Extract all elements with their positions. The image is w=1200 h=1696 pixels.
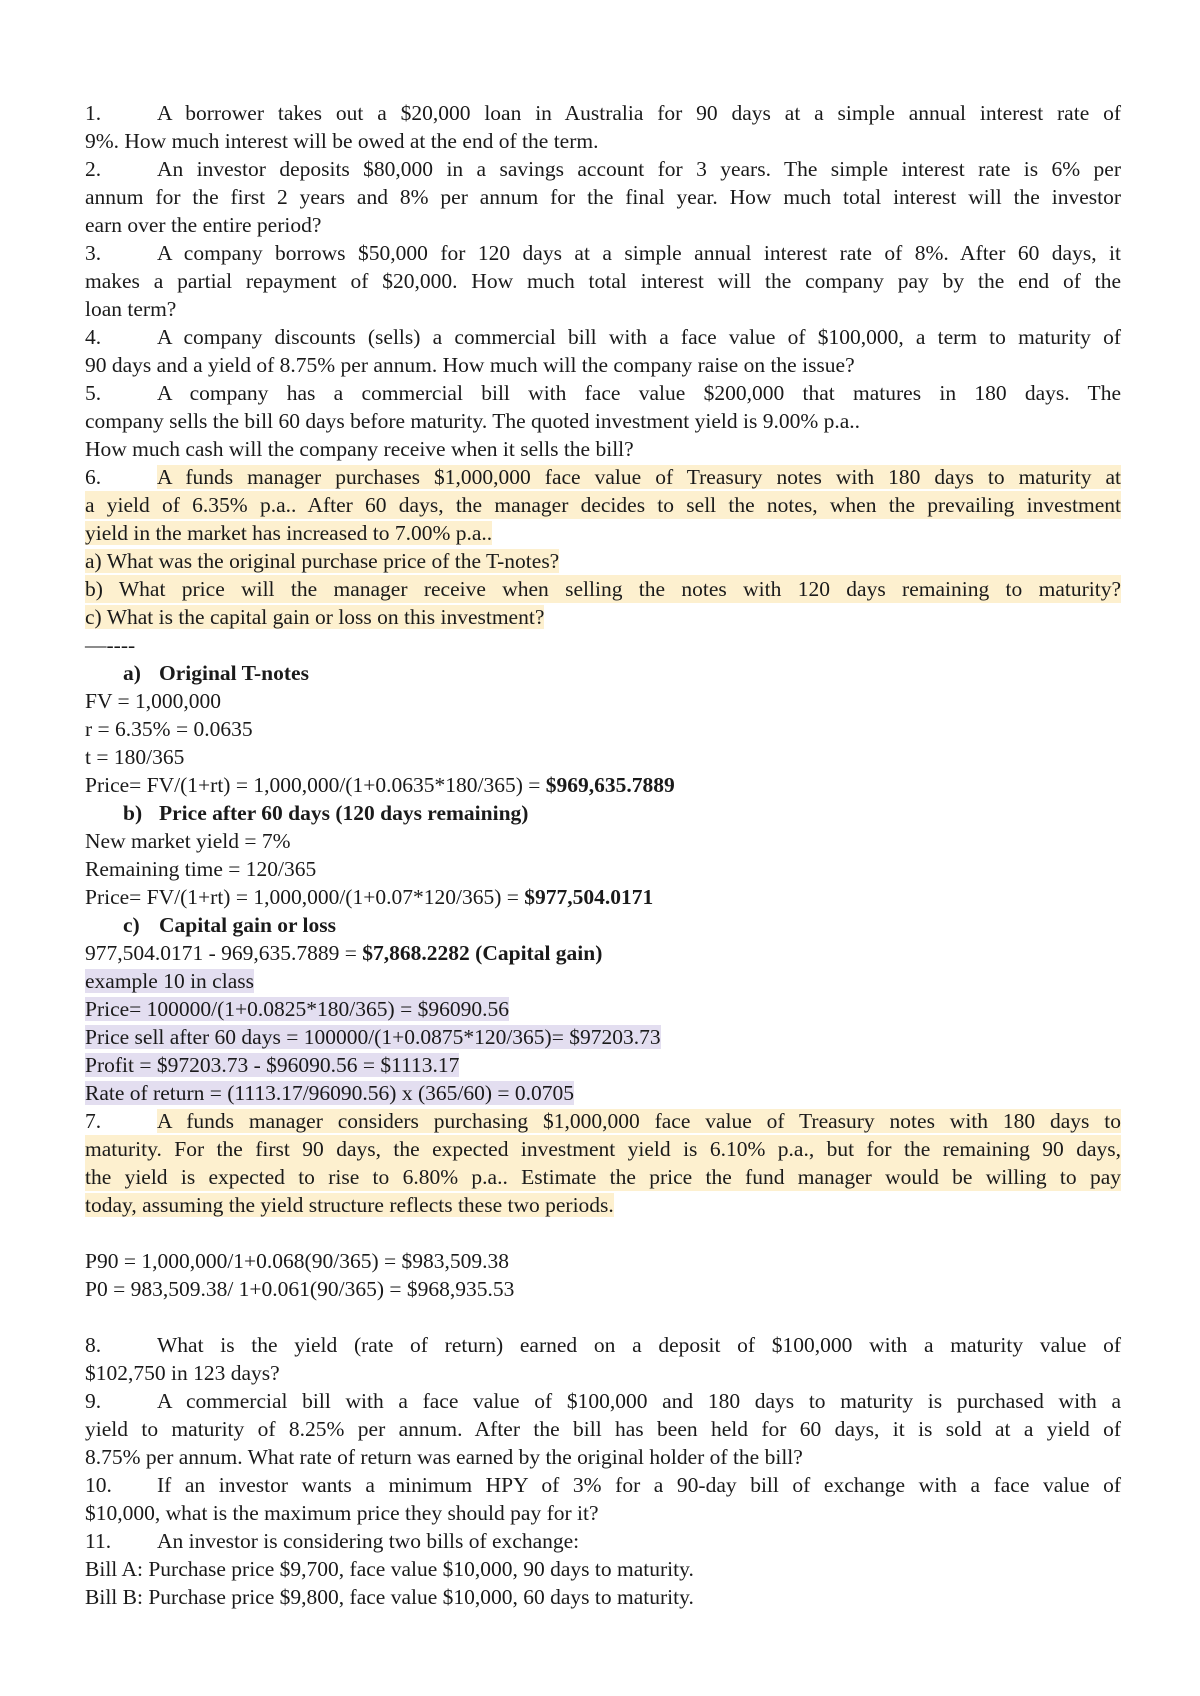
solution-yield: New market yield = 7% (85, 829, 291, 853)
solution-time: t = 180/365 (85, 745, 185, 769)
q5-line-3: How much cash will the company receive when it sells the bill? (85, 437, 634, 461)
q1-line-1: 1. A borrower takes out a $20,000 loan in Australia for 90 days at a simple annual interest rate of (85, 101, 1121, 125)
q10-line-2: $10,000, what is the maximum price they should pay for it? (85, 1501, 599, 1525)
solution-price-a: Price= FV/(1+rt) = 1,000,000/(1+0.0635*180/365) = $969,635.7889 (85, 773, 675, 797)
q11-number: 11. (85, 1529, 112, 1553)
q7-line-1: 7. A funds manager considers purchasing $1,000,000 face value of Treasury notes with 180 days to (85, 1109, 1121, 1133)
example10-price: Price= 100000/(1+0.0825*180/365) = $96090.56 (85, 997, 509, 1021)
q6-part-c: c) What is the capital gain or loss on this investment? (85, 605, 545, 629)
solution-b-heading: b) Price after 60 days (120 days remaining) (123, 801, 529, 825)
q9-line-3: 8.75% per annum. What rate of return was earned by the original holder of the bill? (85, 1445, 803, 1469)
solution-price-b: Price= FV/(1+rt) = 1,000,000/(1+0.07*120/365) = $977,504.0171 (85, 885, 654, 909)
q7-line-3: the yield is expected to rise to 6.80% p.a.. Estimate the price the fund manager would be willing to pay (85, 1165, 1121, 1189)
q5-number: 5. (85, 381, 102, 405)
q2-number: 2. (85, 157, 102, 181)
q5-line-2: company sells the bill 60 days before maturity. The quoted investment yield is 9.00% p.a.. (85, 409, 861, 433)
solution7-p0: P0 = 983,509.38/ 1+0.061(90/365) = $968,935.53 (85, 1277, 515, 1301)
q7-number: 7. (85, 1109, 102, 1133)
solution-c-heading: c) Capital gain or loss (123, 913, 337, 937)
document-page (85, 99, 1121, 1611)
q7-line-2: maturity. For the first 90 days, the expected investment yield is 6.10% p.a., but for the remaining 90 days, (85, 1137, 1121, 1161)
solution-gain: 977,504.0171 - 969,635.7889 = $7,868.2282 (Capital gain) (85, 941, 603, 965)
q1-line-2: 9%. How much interest will be owed at the end of the term. (85, 129, 599, 153)
example10-ror: Rate of return = (1113.17/96090.56) x (365/60) = 0.0705 (85, 1081, 575, 1105)
q3-line-2: makes a partial repayment of $20,000. How much total interest will the company pay by the end of the (85, 269, 1121, 293)
q11-bill-a: Bill A: Purchase price $9,700, face value $10,000, 90 days to maturity. (85, 1557, 694, 1581)
solution-remaining: Remaining time = 120/365 (85, 857, 317, 881)
q6-part-a: a) What was the original purchase price of the T-notes? (85, 549, 560, 573)
q6-line-2: a yield of 6.35% p.a.. After 60 days, the manager decides to sell the notes, when the prevailing investment (85, 493, 1121, 517)
q8-line-2: $102,750 in 123 days? (85, 1361, 280, 1385)
price-b-value: $977,504.0171 (524, 885, 654, 909)
solution-rate: r = 6.35% = 0.0635 (85, 717, 253, 741)
q3-number: 3. (85, 241, 102, 265)
example10-title: example 10 in class (85, 969, 254, 993)
q6-line-1: 6. A funds manager purchases $1,000,000 face value of Treasury notes with 180 days to maturity at (85, 465, 1121, 489)
divider: —---- (85, 633, 136, 657)
spacer (85, 1303, 1121, 1331)
q4-line-1: 4. A company discounts (sells) a commercial bill with a face value of $100,000, a term to maturity of (85, 325, 1121, 349)
q1-number: 1. (85, 101, 102, 125)
price-a-value: $969,635.7889 (545, 773, 675, 797)
q6-line-3: yield in the market has increased to 7.00% p.a.. (85, 521, 493, 545)
q6-number: 6. (85, 465, 102, 489)
example10-sell: Price sell after 60 days = 100000/(1+0.0875*120/365)= $97203.73 (85, 1025, 661, 1049)
q2-line-3: earn over the entire period? (85, 213, 322, 237)
q9-line-1: 9. A commercial bill with a face value of $100,000 and 180 days to maturity is purchased with a (85, 1389, 1121, 1413)
q9-line-2: yield to maturity of 8.25% per annum. After the bill has been held for 60 days, it is sold at a yield of (85, 1417, 1121, 1441)
gain-value: $7,868.2282 (Capital gain) (362, 941, 603, 965)
q3-line-3: loan term? (85, 297, 177, 321)
example10-profit: Profit = $97203.73 - $96090.56 = $1113.17 (85, 1053, 460, 1077)
q10-line-1: 10. If an investor wants a minimum HPY of 3% for a 90-day bill of exchange with a face value of (85, 1473, 1121, 1497)
q4-line-2: 90 days and a yield of 8.75% per annum. How much will the company raise on the issue? (85, 353, 855, 377)
q8-number: 8. (85, 1333, 102, 1357)
q11-bill-b: Bill B: Purchase price $9,800, face value $10,000, 60 days to maturity. (85, 1585, 694, 1609)
q10-number: 10. (85, 1473, 112, 1497)
q2-line-1: 2. An investor deposits $80,000 in a savings account for 3 years. The simple interest rate is 6% per (85, 157, 1121, 181)
q6-part-b: b) What price will the manager receive when selling the notes with 120 days remaining to maturity? (85, 577, 1121, 601)
q3-line-1: 3. A company borrows $50,000 for 120 days at a simple annual interest rate of 8%. After 60 days, it (85, 241, 1121, 265)
q11-line-1: 11. An investor is considering two bills of exchange: (85, 1529, 580, 1553)
q5-line-1: 5. A company has a commercial bill with face value $200,000 that matures in 180 days. The (85, 381, 1121, 405)
solution7-p90: P90 = 1,000,000/1+0.068(90/365) = $983,509.38 (85, 1249, 509, 1273)
q2-line-2: annum for the first 2 years and 8% per annum for the final year. How much total interest will the investor (85, 185, 1121, 209)
q8-line-1: 8. What is the yield (rate of return) earned on a deposit of $100,000 with a maturity value of (85, 1333, 1121, 1357)
solution-a-heading: a) Original T-notes (123, 661, 309, 685)
solution-fv: FV = 1,000,000 (85, 689, 221, 713)
q9-number: 9. (85, 1389, 102, 1413)
q7-line-4: today, assuming the yield structure reflects these two periods. (85, 1193, 614, 1217)
spacer (85, 1219, 1121, 1247)
q4-number: 4. (85, 325, 102, 349)
